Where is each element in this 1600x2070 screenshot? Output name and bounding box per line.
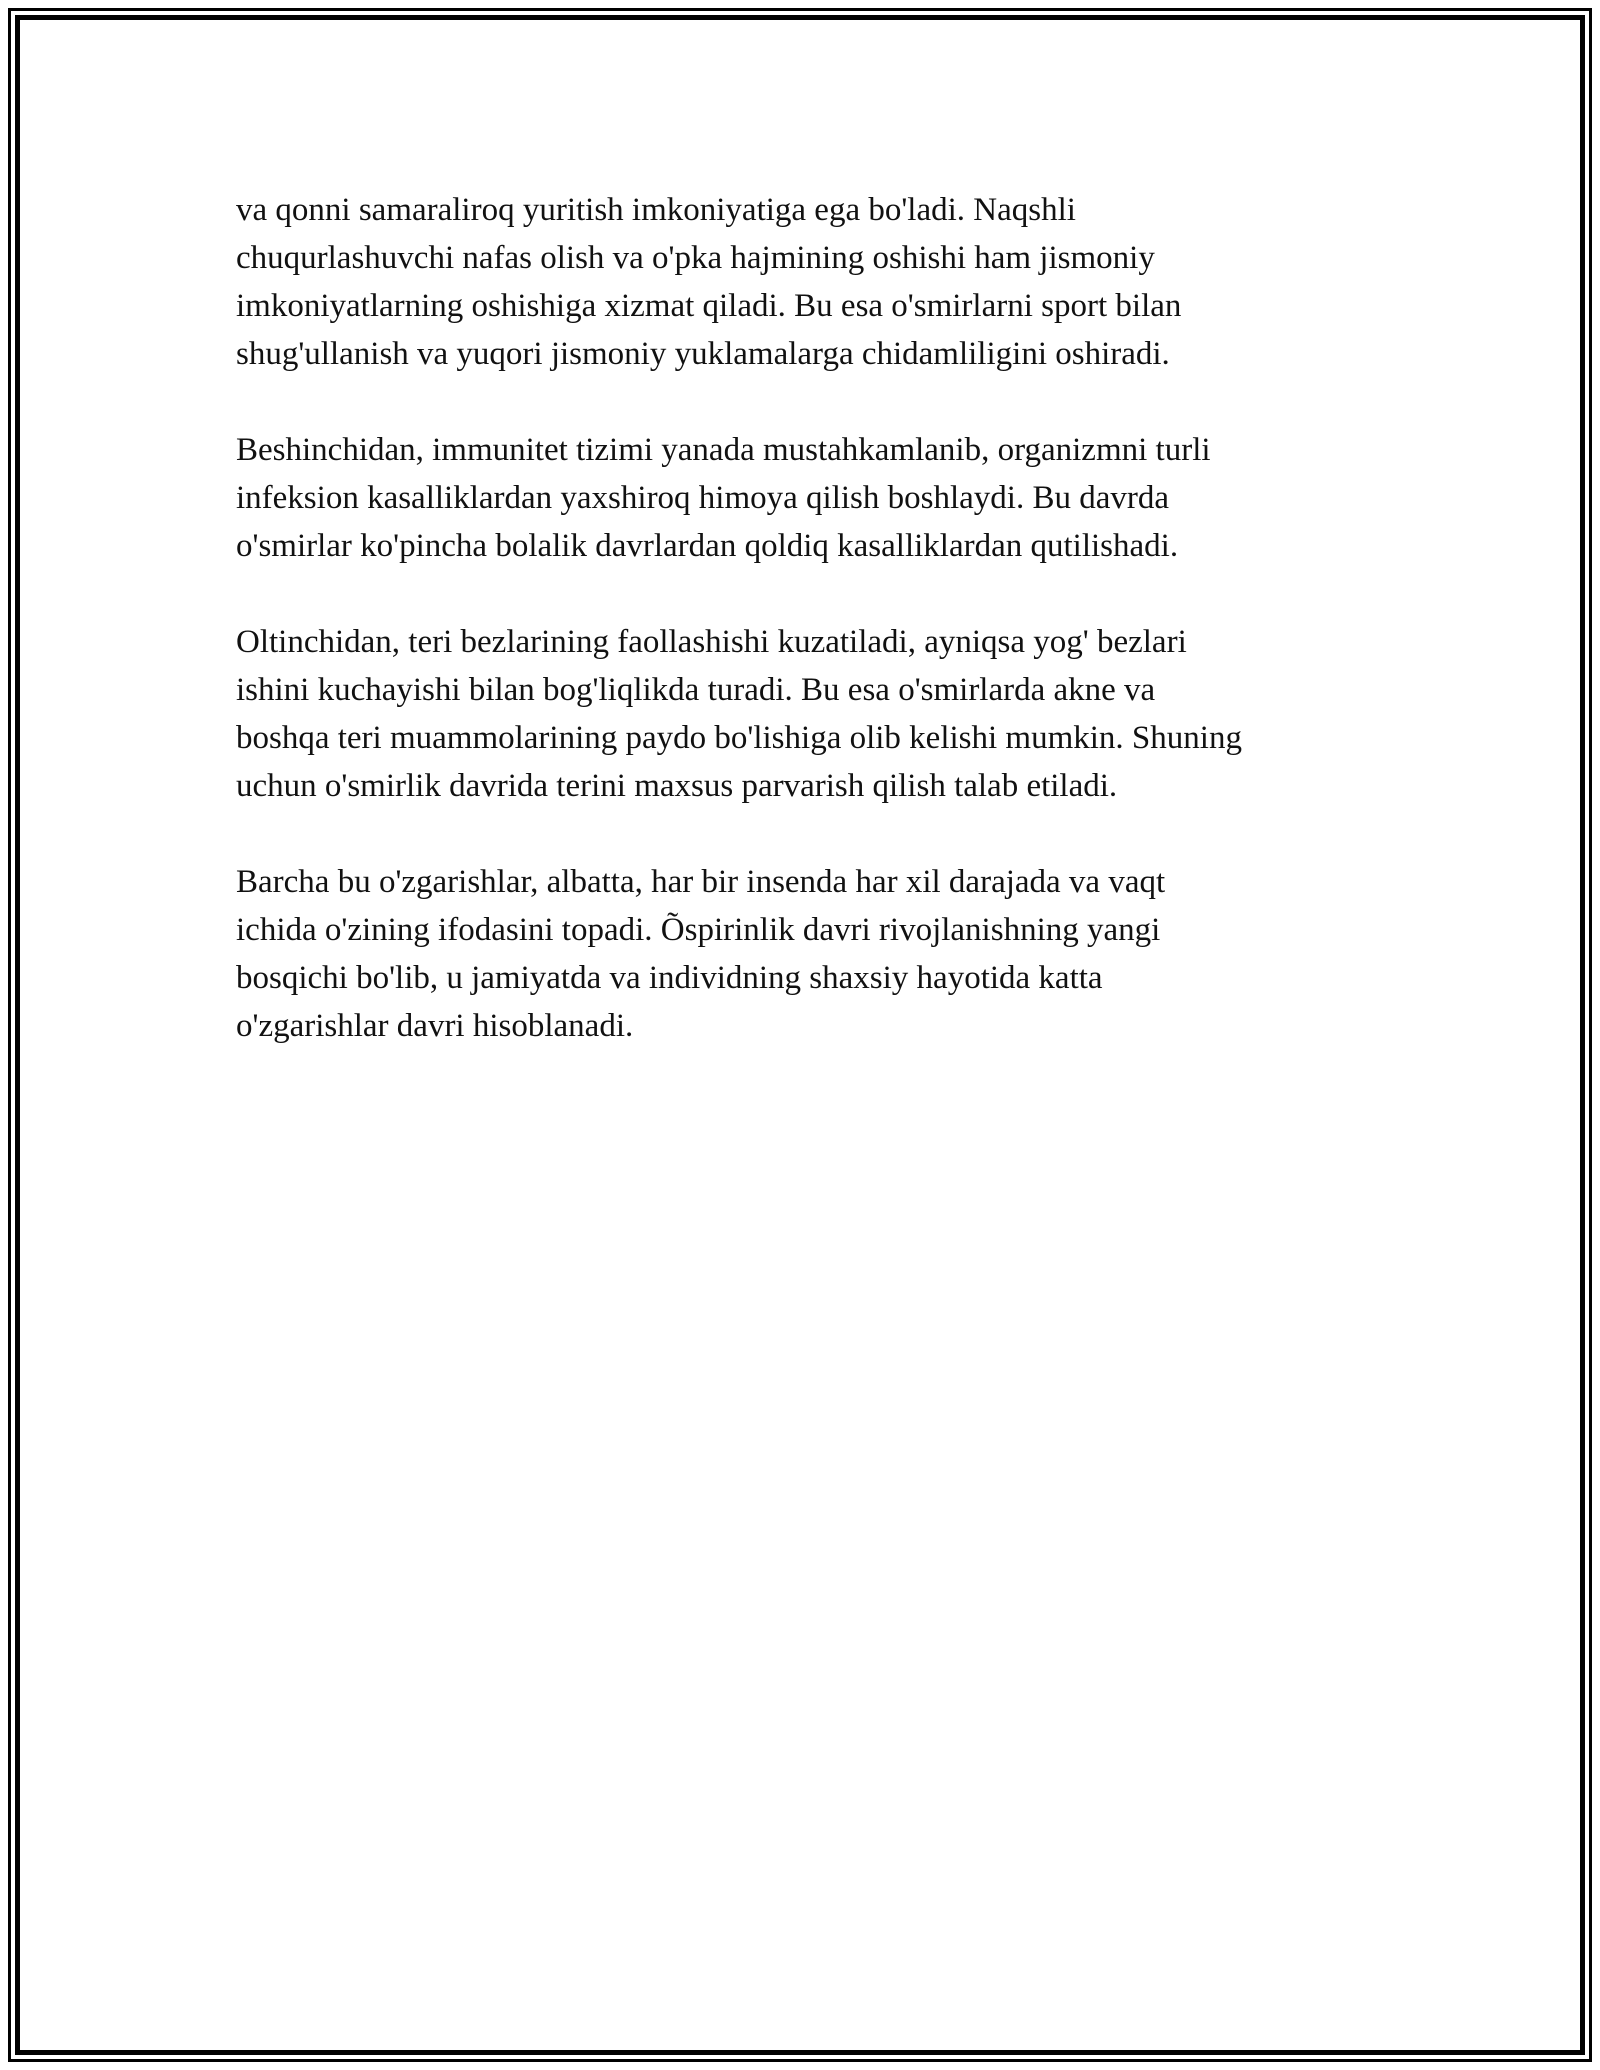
document-body <box>236 186 1366 1098</box>
paragraph-3: Oltinchidan, teri bezlarining faollashishi kuzatiladi, ayniqsa yog' bezlari ishini kuchayishi bilan bog'liqlikda turadi. Bu esa o'smirlarda akne va boshqa teri muammolarining paydo bo'lishiga olib kelishi mumkin. Shuning uchun o'smirlik davrida terini maxsus parvarish qilish talab etiladi. <box>236 624 1242 804</box>
paragraph-2: Beshinchidan, immunitet tizimi yanada mustahkamlanib, organizmni turli infeksion kasalliklardan yaxshiroq himoya qilish boshlaydi. Bu davrda o'smirlar ko'pincha bolalik davrlardan qoldiq kasalliklardan qutilishadi. <box>236 432 1211 564</box>
paragraph-1: va qonni samaraliroq yuritish imkoniyatiga ega bo'ladi. Naqshli chuqurlashuvchi nafas olish va o'pka hajmining oshishi ham jismoniy imkoniyatlarning oshishiga xizmat qiladi. Bu esa o'smirlarni sport bilan shug'ullanish va yuqori jismoniy yuklamalarga chidamliligini oshiradi. <box>236 192 1182 372</box>
paragraph-4: Barcha bu o'zgarishlar, albatta, har bir insenda har xil darajada va vaqt ichida o'zining ifodasini topadi. Õspirinlik davri rivojlanishning yangi bosqichi bo'lib, u jamiyatda va individning shaxsiy hayotida katta o'zgarishlar davri hisoblanadi. <box>236 864 1166 1044</box>
